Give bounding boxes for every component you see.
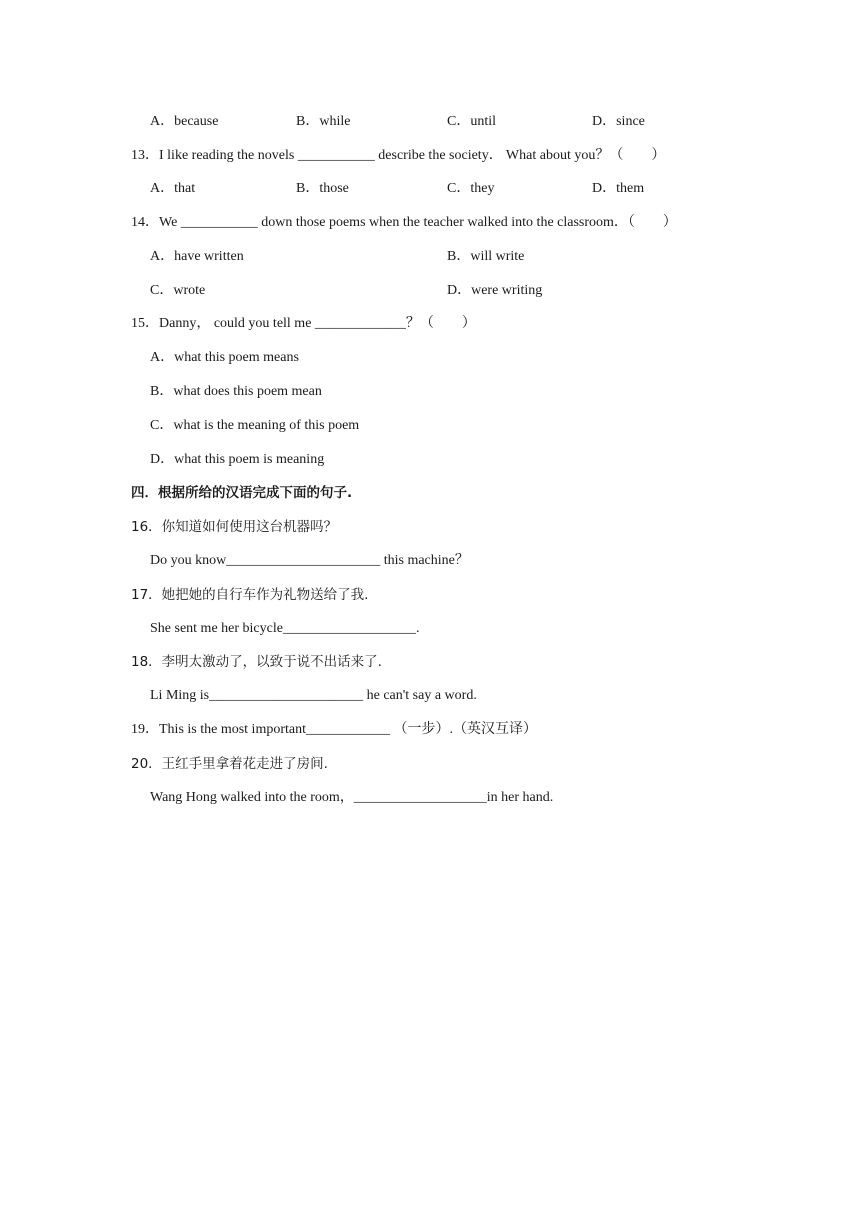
q15-option-d: D．what this poem is meaning [150, 452, 325, 467]
q15-stem: 15．Danny， could you tell me _____________？（ ） [131, 316, 476, 331]
q13-option-b: B．those [296, 181, 349, 196]
q14-option-a: A．have written [150, 249, 244, 264]
q18-answer-line: Li Ming is______________________ he can't say a word. [150, 688, 477, 703]
q14-option-c: C．wrote [150, 283, 206, 298]
q12-option-d: D．since [592, 114, 645, 129]
q13-option-a: A．that [150, 181, 196, 196]
q12-option-b: B．while [296, 114, 351, 129]
q16-stem: 16．你知道如何使用这台机器吗？ [131, 519, 338, 535]
q19-stem: 19．This is the most important____________ （一步）.（英汉互译） [131, 722, 537, 737]
q13-option-c: C．they [447, 181, 495, 196]
q17-answer-line: She sent me her bicycle___________________. [150, 621, 420, 636]
section-4-title: 四．根据所给的汉语完成下面的句子. [131, 485, 353, 501]
q17-stem: 17．她把她的自行车作为礼物送给了我. [131, 587, 369, 603]
q12-option-c: C．until [447, 114, 497, 129]
q14-stem: 14．We ___________ down those poems when the teacher walked into the classroom．（ ） [131, 215, 677, 230]
q16-answer-line: Do you know______________________ this machine？ [150, 553, 469, 568]
q15-option-a: A．what this poem means [150, 350, 299, 365]
q12-option-a: A．because [150, 114, 219, 129]
q15-option-b: B．what does this poem mean [150, 384, 322, 399]
q14-option-b: B．will write [447, 249, 525, 264]
q14-option-d: D．were writing [447, 283, 543, 298]
q20-answer-line: Wang Hong walked into the room，___________________in her hand. [150, 790, 554, 805]
q13-option-d: D．them [592, 181, 645, 196]
q20-stem: 20．王红手里拿着花走进了房间. [131, 756, 328, 772]
q15-option-c: C．what is the meaning of this poem [150, 418, 360, 433]
q18-stem: 18．李明太激动了，以致于说不出话来了. [131, 654, 382, 670]
q13-stem: 13．I like reading the novels ___________ describe the society． What about you？（ ） [131, 148, 666, 163]
